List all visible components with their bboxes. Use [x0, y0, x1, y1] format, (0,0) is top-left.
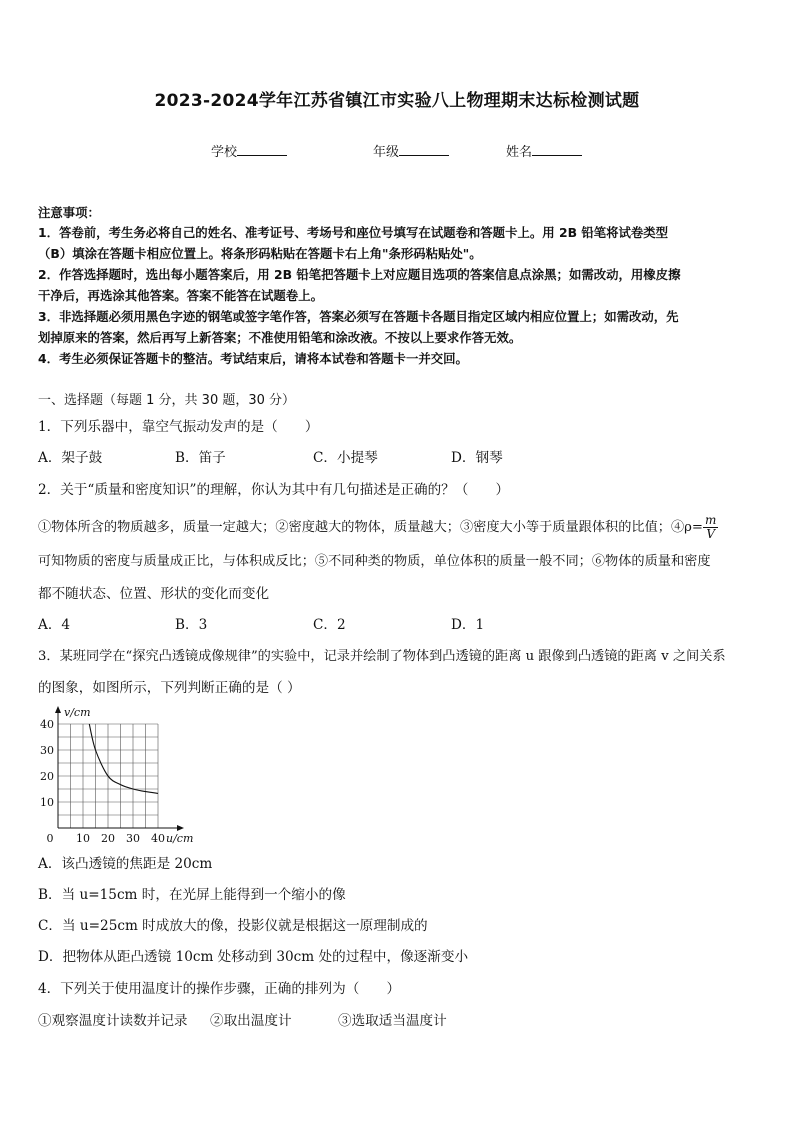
q3-stem-line1: 3．某班同学在“探究凸透镜成像规律”的实验中，记录并绘制了物体到凸透镜的距离 u 跟像到凸透镜的距离 v 之间关系 — [38, 649, 726, 664]
q2-statements-text: ①物体所含的物质越多，质量一定越大；②密度越大的物体，质量越大；③密度大小等于质量跟体积的比值；④ρ= — [38, 520, 703, 535]
density-formula — [703, 514, 718, 541]
y-axis-arrow — [55, 706, 61, 713]
formula-denominator: V — [706, 527, 716, 541]
note-line: （B）填涂在答题卡相应位置上。将条形码粘贴在答题卡右上角"条形码粘贴处"。 — [38, 246, 482, 261]
x-axis-label: u/cm — [166, 832, 194, 845]
note-line: 2．作答选择题时，选出每小题答案后，用 2B 铅笔把答题卡上对应题目选项的答案信息点涂黑；如需改动，用橡皮擦 — [38, 267, 681, 282]
q3-option-d[interactable]: D．把物体从距凸透镜 10cm 处移动到 30cm 处的过程中，像逐渐变小 — [38, 949, 469, 965]
y-tick-label: 20 — [40, 770, 54, 783]
grade-blank[interactable] — [399, 143, 449, 156]
q1-stem: 1．下列乐器中，靠空气振动发声的是（ ） — [38, 419, 319, 435]
x-tick-label: 0 — [46, 832, 54, 845]
notes-heading: 注意事项： — [38, 205, 100, 220]
grade-label: 年级 — [373, 145, 400, 160]
q4-item-1: ①观察温度计读数并记录 — [38, 1013, 188, 1029]
x-tick-label: 20 — [101, 832, 115, 845]
y-axis-label: v/cm — [64, 706, 91, 719]
y-tick-label: 10 — [40, 796, 54, 809]
x-axis-arrow — [177, 825, 184, 831]
q2-option-a[interactable]: A．4 — [38, 617, 71, 633]
q1-option-c[interactable]: C．小提琴 — [313, 450, 378, 466]
q1-option-b[interactable]: B．笛子 — [175, 450, 226, 466]
note-line: 划掉原来的答案，然后再写上新答案；不准使用铅笔和涂改液。不按以上要求作答无效。 — [38, 330, 522, 345]
q4-stem: 4．下列关于使用温度计的操作步骤，正确的排列为（ ） — [38, 981, 401, 997]
q3-option-b[interactable]: B．当 u=15cm 时，在光屏上能得到一个缩小的像 — [38, 887, 346, 903]
uv-graph — [30, 700, 210, 848]
formula-numerator: m — [705, 513, 717, 527]
q2-option-c[interactable]: C．2 — [313, 617, 346, 633]
uv-curve — [89, 724, 158, 793]
x-tick-label: 30 — [126, 832, 140, 845]
note-line: 3．非选择题必须用黑色字迹的钢笔或签字笔作答，答案必须写在答题卡各题目指定区域内相应位置上；如需改动，先 — [38, 309, 679, 324]
y-tick-label: 40 — [40, 718, 54, 731]
note-line: 4．考生必须保证答题卡的整洁。考试结束后，请将本试卷和答题卡一并交回。 — [38, 351, 468, 366]
x-tick-label: 10 — [76, 832, 90, 845]
q4-item-3: ③选取适当温度计 — [338, 1013, 447, 1029]
name-blank[interactable] — [532, 143, 582, 156]
y-tick-label: 30 — [40, 744, 54, 757]
q1-option-d[interactable]: D．钢琴 — [451, 450, 503, 466]
q1-option-a[interactable]: A．架子鼓 — [38, 450, 103, 466]
section-title: 一、选择题（每题 1 分，共 30 题，30 分） — [38, 393, 296, 408]
q2-option-d[interactable]: D．1 — [451, 617, 485, 633]
exam-title: 2023-2024学年江苏省镇江市实验八上物理期末达标检测试题 — [154, 91, 640, 111]
q3-option-a[interactable]: A．该凸透镜的焦距是 20cm — [38, 856, 213, 872]
school-blank[interactable] — [237, 143, 287, 156]
name-label: 姓名 — [506, 145, 533, 160]
grade-field[interactable] — [373, 141, 449, 160]
q3-option-c[interactable]: C．当 u=25cm 时成放大的像，投影仪就是根据这一原理制成的 — [38, 918, 428, 934]
q2-statements-line3: 都不随状态、位置、形状的变化而变化 — [38, 586, 270, 602]
note-line: 1．答卷前，考生务必将自己的姓名、准考证号、考场号和座位号填写在试题卷和答题卡上。用 2B 铅笔将试卷类型 — [38, 225, 669, 240]
school-label: 学校 — [211, 145, 238, 160]
name-field[interactable] — [506, 141, 582, 160]
note-line: 干净后，再选涂其他答案。答案不能答在试题卷上。 — [38, 288, 323, 303]
q2-statements-line1 — [38, 514, 718, 541]
q4-item-2: ②取出温度计 — [210, 1013, 292, 1029]
q2-stem: 2．关于“质量和密度知识”的理解，你认为其中有几句描述是正确的？（ ） — [38, 482, 510, 498]
x-tick-label: 40 — [151, 832, 165, 845]
q2-statements-line2: 可知物质的密度与质量成正比，与体积成反比；⑤不同种类的物质，单位体积的质量一般不同；⑥物体的质量和密度 — [38, 554, 711, 569]
q2-option-b[interactable]: B．3 — [175, 617, 208, 633]
school-field[interactable] — [211, 141, 287, 160]
q3-stem-line2: 的图象，如图所示，下列判断正确的是（ ） — [38, 680, 301, 696]
